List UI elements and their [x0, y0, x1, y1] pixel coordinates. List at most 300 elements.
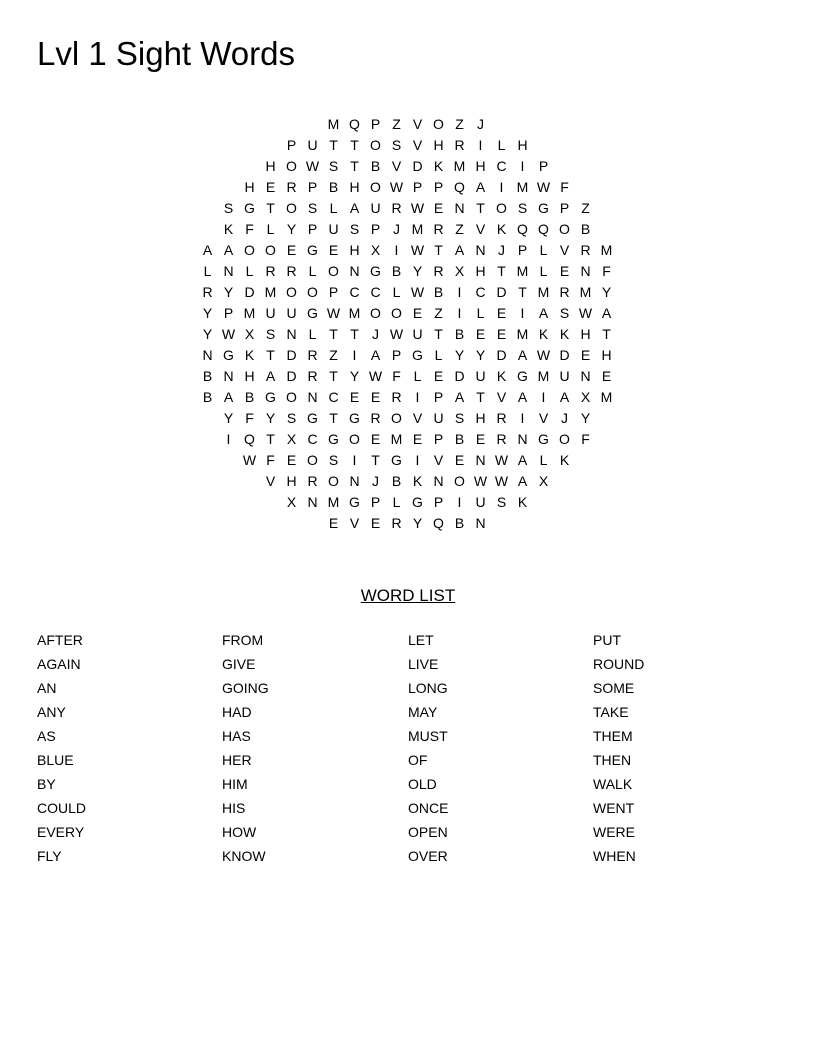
grid-letter: K — [496, 368, 507, 384]
grid-letter: T — [602, 326, 611, 342]
grid-letter: O — [559, 431, 570, 447]
grid-letter: A — [517, 389, 528, 405]
grid-letter: N — [580, 263, 591, 279]
grid-letter: V — [538, 410, 549, 426]
grid-letter: A — [349, 200, 360, 216]
grid-letter: V — [412, 137, 423, 153]
grid-letter: G — [244, 200, 255, 216]
grid-letter: P — [412, 179, 423, 195]
grid-letter: R — [202, 284, 213, 300]
grid-letter: X — [286, 494, 297, 510]
grid-letter: F — [602, 263, 611, 279]
grid-letter: I — [457, 305, 462, 321]
grid-letter: Y — [580, 410, 591, 426]
grid-letter: S — [265, 326, 276, 342]
grid-letter: R — [391, 515, 402, 531]
grid-letter: H — [475, 263, 486, 279]
grid-letter: W — [410, 284, 425, 300]
word-list-item: OVER — [408, 848, 448, 864]
grid-letter: R — [496, 410, 507, 426]
word-list-item: COULD — [37, 800, 87, 816]
grid-letter: O — [454, 473, 465, 489]
grid-letter: F — [392, 368, 401, 384]
grid-letter: S — [223, 200, 234, 216]
grid-letter: W — [410, 200, 425, 216]
word-list-item: HIS — [222, 800, 246, 816]
grid-letter: M — [600, 242, 613, 258]
word-list-item: LET — [408, 632, 434, 648]
grid-letter: G — [307, 242, 318, 258]
grid-letter: A — [223, 242, 234, 258]
grid-letter: W — [578, 305, 593, 321]
grid-letter: N — [349, 263, 360, 279]
grid-letter: V — [559, 242, 570, 258]
grid-letter: H — [475, 410, 486, 426]
grid-letter: T — [266, 200, 275, 216]
grid-letter: Y — [265, 410, 276, 426]
grid-letter: Q — [517, 221, 528, 237]
grid-letter: O — [286, 158, 297, 174]
grid-letter: A — [454, 389, 465, 405]
grid-letter: O — [433, 116, 444, 132]
grid-letter: T — [476, 389, 485, 405]
grid-letter: I — [520, 158, 525, 174]
grid-letter: Z — [329, 347, 338, 363]
grid-letter: L — [308, 326, 317, 342]
grid-letter: M — [516, 263, 529, 279]
grid-letter: N — [475, 452, 486, 468]
grid-letter: W — [473, 473, 488, 489]
grid-letter: G — [517, 368, 528, 384]
grid-letter: K — [433, 158, 444, 174]
grid-letter: W — [242, 452, 257, 468]
grid-letter: E — [559, 263, 570, 279]
grid-letter: E — [370, 515, 381, 531]
grid-letter: Z — [434, 305, 443, 321]
word-list-column — [593, 630, 763, 870]
grid-letter: F — [581, 431, 590, 447]
grid-letter: G — [349, 494, 360, 510]
grid-letter: E — [412, 305, 423, 321]
grid-letter: K — [223, 221, 234, 237]
grid-letter: E — [412, 431, 423, 447]
grid-letter: T — [329, 137, 338, 153]
grid-letter: O — [265, 242, 276, 258]
grid-letter: E — [433, 368, 444, 384]
grid-letter: L — [392, 494, 401, 510]
grid-letter: P — [286, 137, 297, 153]
word-list-item: HAD — [222, 704, 252, 720]
page-title: Lvl 1 Sight Words — [37, 35, 296, 72]
grid-letter: B — [391, 473, 402, 489]
word-list-item: FROM — [222, 632, 264, 648]
grid-letter: V — [496, 389, 507, 405]
grid-letter: N — [475, 242, 486, 258]
grid-letter: R — [370, 410, 381, 426]
grid-letter: M — [327, 494, 340, 510]
grid-letter: R — [559, 284, 570, 300]
grid-letter: N — [307, 494, 318, 510]
grid-letter: K — [412, 473, 423, 489]
grid-letter: R — [286, 179, 297, 195]
grid-letter: R — [496, 431, 507, 447]
grid-letter: T — [266, 431, 275, 447]
grid-letter: E — [601, 368, 612, 384]
grid-letter: H — [601, 347, 612, 363]
grid-letter: P — [517, 242, 528, 258]
word-list-item: HER — [222, 752, 252, 768]
grid-letter: W — [536, 347, 551, 363]
grid-letter: I — [415, 452, 420, 468]
word-list-item: HIM — [222, 776, 248, 792]
grid-letter: M — [411, 221, 424, 237]
grid-letter: D — [244, 284, 255, 300]
grid-letter: G — [538, 431, 549, 447]
grid-letter: T — [434, 326, 443, 342]
word-list-item: MAY — [408, 704, 438, 720]
grid-letter: I — [394, 242, 399, 258]
grid-letter: V — [349, 515, 360, 531]
grid-letter: O — [286, 284, 297, 300]
grid-letter: Q — [454, 179, 465, 195]
grid-letter: S — [517, 200, 528, 216]
grid-letter: B — [454, 431, 465, 447]
word-list-column — [37, 630, 207, 870]
grid-letter: W — [326, 305, 341, 321]
grid-letter: L — [497, 137, 506, 153]
grid-letter: E — [370, 431, 381, 447]
grid-letter: O — [328, 473, 339, 489]
grid-letter: L — [308, 263, 317, 279]
grid-letter: Z — [581, 200, 590, 216]
grid-letter: E — [454, 452, 465, 468]
grid-letter: G — [391, 452, 402, 468]
word-list-item: WENT — [593, 800, 635, 816]
grid-letter: H — [244, 179, 255, 195]
grid-letter: P — [559, 200, 570, 216]
grid-letter: Y — [475, 347, 486, 363]
grid-letter: Q — [244, 431, 255, 447]
grid-letter: S — [328, 158, 339, 174]
grid-letter: W — [494, 473, 509, 489]
grid-letter: K — [244, 347, 255, 363]
word-list-item: HOW — [222, 824, 257, 840]
grid-letter: P — [307, 179, 318, 195]
grid-letter: W — [221, 326, 236, 342]
grid-letter: G — [265, 389, 276, 405]
grid-letter: I — [457, 284, 462, 300]
grid-letter: X — [286, 431, 297, 447]
grid-letter: P — [538, 158, 549, 174]
grid-letter: E — [433, 200, 444, 216]
grid-letter: F — [245, 410, 254, 426]
grid-letter: W — [389, 326, 404, 342]
grid-letter: A — [454, 242, 465, 258]
grid-letter: T — [266, 347, 275, 363]
grid-letter: K — [517, 494, 528, 510]
grid-letter: U — [559, 368, 570, 384]
grid-letter: X — [580, 389, 591, 405]
grid-letter: E — [328, 515, 339, 531]
grid-letter: C — [349, 284, 360, 300]
word-list-item: LIVE — [408, 656, 439, 672]
grid-letter: I — [520, 410, 525, 426]
grid-letter: B — [454, 515, 465, 531]
grid-letter: R — [433, 263, 444, 279]
grid-letter: M — [579, 284, 592, 300]
word-list — [37, 630, 797, 870]
grid-letter: F — [560, 179, 569, 195]
grid-letter: I — [457, 494, 462, 510]
grid-letter: H — [349, 179, 360, 195]
grid-letter: V — [412, 410, 423, 426]
grid-letter: Y — [412, 515, 423, 531]
grid-letter: L — [266, 221, 275, 237]
grid-letter: R — [307, 347, 318, 363]
grid-letter: M — [243, 305, 256, 321]
grid-letter: D — [496, 347, 507, 363]
grid-letter: H — [580, 326, 591, 342]
grid-letter: J — [561, 410, 568, 426]
grid-letter: N — [307, 389, 318, 405]
word-list-item: TAKE — [593, 704, 629, 720]
grid-letter: H — [244, 368, 255, 384]
grid-letter: X — [244, 326, 255, 342]
grid-letter: R — [580, 242, 591, 258]
grid-letter: X — [370, 242, 381, 258]
grid-letter: A — [517, 452, 528, 468]
grid-letter: B — [433, 284, 444, 300]
grid-letter: C — [370, 284, 381, 300]
grid-letter: R — [286, 263, 297, 279]
grid-letter: R — [391, 389, 402, 405]
grid-letter: N — [202, 347, 213, 363]
grid-letter: P — [433, 494, 444, 510]
word-list-column — [222, 630, 392, 870]
grid-letter: O — [328, 263, 339, 279]
grid-letter: M — [516, 179, 529, 195]
word-list-item: ONCE — [408, 800, 449, 816]
grid-letter: P — [370, 494, 381, 510]
grid-letter: W — [368, 368, 383, 384]
grid-letter: M — [537, 368, 550, 384]
grid-letter: O — [391, 410, 402, 426]
grid-letter: L — [392, 284, 401, 300]
grid-letter: N — [517, 431, 528, 447]
grid-letter: O — [244, 242, 255, 258]
grid-letter: Y — [202, 326, 213, 342]
word-list-item: EVERY — [37, 824, 85, 840]
grid-letter: J — [477, 116, 484, 132]
grid-letter: R — [433, 221, 444, 237]
grid-letter: G — [412, 347, 423, 363]
grid-letter: A — [559, 389, 570, 405]
grid-letter: B — [202, 368, 213, 384]
grid-letter: A — [517, 473, 528, 489]
grid-letter: V — [391, 158, 402, 174]
grid-letter: Y — [601, 284, 612, 300]
grid-letter: N — [286, 326, 297, 342]
grid-letter: M — [516, 326, 529, 342]
grid-letter: W — [410, 242, 425, 258]
grid-letter: B — [202, 389, 213, 405]
grid-letter: H — [265, 158, 276, 174]
grid-letter: T — [350, 326, 359, 342]
grid-letter: L — [539, 452, 548, 468]
grid-letter: E — [475, 326, 486, 342]
grid-letter: W — [494, 452, 509, 468]
grid-letter: E — [286, 452, 297, 468]
grid-letter: H — [349, 242, 360, 258]
word-list-item: SOME — [593, 680, 635, 696]
grid-letter: K — [538, 326, 549, 342]
grid-letter: N — [223, 263, 234, 279]
grid-letter: S — [349, 221, 360, 237]
grid-letter: E — [580, 347, 591, 363]
grid-letter: A — [265, 368, 276, 384]
grid-letter: U — [412, 326, 423, 342]
word-list-item: AGAIN — [37, 656, 81, 672]
grid-letter: U — [307, 137, 318, 153]
grid-letter: D — [412, 158, 423, 174]
word-list-item: OF — [408, 752, 428, 768]
grid-letter: R — [307, 368, 318, 384]
grid-letter: G — [412, 494, 423, 510]
grid-letter: D — [286, 347, 297, 363]
word-list-item: THEN — [593, 752, 632, 768]
grid-letter: S — [286, 410, 297, 426]
grid-letter: O — [286, 200, 297, 216]
grid-letter: I — [499, 179, 504, 195]
grid-letter: V — [412, 116, 423, 132]
grid-letter: Y — [223, 410, 234, 426]
grid-letter: C — [307, 431, 318, 447]
grid-letter: P — [433, 389, 444, 405]
grid-letter: Y — [286, 221, 297, 237]
grid-letter: T — [350, 137, 359, 153]
grid-letter: S — [391, 137, 402, 153]
grid-letter: Z — [455, 116, 464, 132]
word-list-item: OPEN — [408, 824, 448, 840]
grid-letter: E — [496, 305, 507, 321]
grid-letter: Y — [454, 347, 465, 363]
grid-letter: D — [496, 284, 507, 300]
grid-letter: Z — [455, 221, 464, 237]
grid-letter: C — [496, 158, 507, 174]
grid-letter: K — [496, 221, 507, 237]
grid-letter: Y — [202, 305, 213, 321]
grid-letter: S — [328, 452, 339, 468]
grid-letter: E — [370, 389, 381, 405]
grid-letter: E — [349, 389, 360, 405]
grid-letter: A — [475, 179, 486, 195]
word-list-heading: WORD LIST — [360, 586, 456, 605]
grid-letter: H — [433, 137, 444, 153]
word-list-item: BLUE — [37, 752, 74, 768]
grid-letter: G — [307, 410, 318, 426]
grid-letter: T — [329, 368, 338, 384]
grid-letter: G — [223, 347, 234, 363]
word-list-item: LONG — [408, 680, 448, 696]
grid-letter: P — [223, 305, 234, 321]
word-list-item: BY — [37, 776, 56, 792]
grid-letter: O — [391, 305, 402, 321]
word-list-item: AS — [37, 728, 56, 744]
grid-letter: U — [328, 221, 339, 237]
grid-letter: W — [389, 179, 404, 195]
grid-letter: P — [370, 221, 381, 237]
grid-letter: R — [454, 137, 465, 153]
grid-letter: T — [371, 452, 380, 468]
grid-letter: L — [434, 347, 443, 363]
grid-letter: T — [518, 284, 527, 300]
grid-letter: P — [328, 284, 339, 300]
grid-letter: I — [478, 137, 483, 153]
word-list-item: WHEN — [593, 848, 636, 864]
grid-letter: H — [475, 158, 486, 174]
grid-letter: E — [475, 431, 486, 447]
word-list-item: AN — [37, 680, 57, 696]
grid-letter: M — [348, 305, 361, 321]
grid-letter: X — [454, 263, 465, 279]
word-list-item: ROUND — [593, 656, 645, 672]
word-list-item: WERE — [593, 824, 635, 840]
grid-letter: L — [539, 263, 548, 279]
grid-letter: V — [433, 452, 444, 468]
grid-letter: B — [454, 326, 465, 342]
grid-letter: A — [223, 389, 234, 405]
word-list-item: HAS — [222, 728, 251, 744]
grid-letter: I — [520, 305, 525, 321]
grid-letter: O — [370, 305, 381, 321]
grid-letter: P — [370, 116, 381, 132]
grid-letter: M — [600, 389, 613, 405]
word-list-item: PUT — [593, 632, 621, 648]
grid-letter: L — [413, 368, 422, 384]
grid-letter: Y — [412, 263, 423, 279]
grid-letter: U — [370, 200, 381, 216]
word-list-item: GOING — [222, 680, 269, 696]
grid-letter: T — [476, 200, 485, 216]
grid-letter: L — [329, 200, 338, 216]
grid-letter: O — [349, 431, 360, 447]
grid-letter: H — [286, 473, 297, 489]
grid-letter: R — [391, 200, 402, 216]
grid-letter: I — [226, 431, 231, 447]
grid-letter: T — [329, 410, 338, 426]
grid-letter: A — [370, 347, 381, 363]
grid-letter: T — [497, 263, 506, 279]
grid-letter: Q — [349, 116, 360, 132]
grid-letter: R — [307, 473, 318, 489]
grid-letter: D — [286, 368, 297, 384]
grid-letter: E — [328, 242, 339, 258]
grid-letter: R — [265, 263, 276, 279]
grid-letter: Q — [433, 515, 444, 531]
word-list-item: KNOW — [222, 848, 266, 864]
word-list-item: THEM — [593, 728, 633, 744]
grid-letter: J — [372, 473, 379, 489]
grid-letter: O — [307, 284, 318, 300]
grid-letter: N — [475, 515, 486, 531]
word-list-item: WALK — [593, 776, 633, 792]
grid-letter: J — [498, 242, 505, 258]
grid-letter: F — [266, 452, 275, 468]
grid-letter: C — [475, 284, 486, 300]
grid-letter: T — [434, 242, 443, 258]
grid-letter: E — [496, 326, 507, 342]
grid-letter: A — [517, 347, 528, 363]
